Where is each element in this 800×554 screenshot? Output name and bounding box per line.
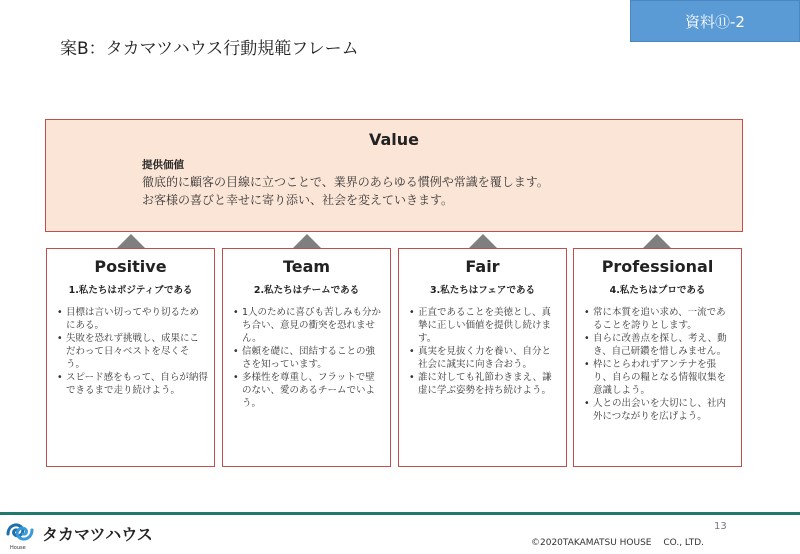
connector-triangle-team bbox=[293, 234, 321, 248]
card-subtitle: 1.私たちはポジティブである bbox=[68, 285, 193, 296]
list-item: • 枠にとらわれずアンテナを張り、自らの糧となる情報収集を意識しよう。 bbox=[584, 358, 735, 397]
company-logo-icon bbox=[6, 520, 34, 544]
list-item: • 正直であることを美徳とし、真摯に正しい価値を提供し続けます。 bbox=[409, 306, 560, 345]
list-item: • 1人のために喜びも苦しみも分かち合い、意見の衝突を恐れません。 bbox=[233, 306, 384, 345]
card-heading: Positive bbox=[94, 257, 167, 276]
value-label: 提供価値 bbox=[142, 159, 184, 171]
card-team bbox=[222, 248, 391, 467]
company-name: タカマツハウス bbox=[42, 525, 153, 544]
list-item: • 多様性を尊重し、フラットで壁のない、愛のあるチームでいよう。 bbox=[233, 371, 384, 410]
list-item: • 人との出会いを大切にし、社内外につながりを広げよう。 bbox=[584, 397, 735, 423]
footer-divider bbox=[0, 512, 800, 515]
page-number: 13 bbox=[714, 521, 727, 532]
card-fair bbox=[398, 248, 567, 467]
list-item: • 真実を見抜く力を養い、自分と社会に誠実に向き合おう。 bbox=[409, 345, 560, 371]
card-heading: Team bbox=[282, 257, 331, 276]
connector-triangle-professional bbox=[643, 234, 671, 248]
list-item: • 目標は言い切ってやり切るためにある。 bbox=[57, 306, 208, 332]
card-professional bbox=[573, 248, 742, 467]
card-subtitle: 4.私たちはプロである bbox=[609, 285, 706, 296]
list-item: • 常に本質を追い求め、一流であることを誇りとします。 bbox=[584, 306, 735, 332]
connector-triangle-fair bbox=[469, 234, 497, 248]
card-heading: Professional bbox=[601, 257, 714, 276]
card-subtitle: 2.私たちはチームである bbox=[253, 285, 360, 296]
logo-subtext: House bbox=[10, 545, 26, 551]
value-box bbox=[45, 119, 743, 232]
list-item: • 信頼を礎に、団結することの強さを知っています。 bbox=[233, 345, 384, 371]
card-positive bbox=[46, 248, 215, 467]
page-title: 案B：タカマツハウス行動規範フレーム bbox=[60, 39, 359, 59]
connector-triangle-positive bbox=[117, 234, 145, 248]
list-item: • 自らに改善点を探し、考え、動き、自己研鑽を惜しみません。 bbox=[584, 332, 735, 358]
list-item: • スピード感をもって、自らが納得できるまで走り続けよう。 bbox=[57, 371, 208, 397]
card-list bbox=[57, 306, 208, 397]
list-item: • 誰に対しても礼節わきまえ、謙虚に学ぶ姿勢を持ち続けよう。 bbox=[409, 371, 560, 397]
value-heading: Value bbox=[368, 130, 420, 149]
document-tag: 資料⑪-2 bbox=[630, 0, 800, 42]
card-list bbox=[233, 306, 384, 410]
copyright: ©2020TAKAMATSU HOUSE CO., LTD. bbox=[531, 538, 704, 548]
card-list bbox=[584, 306, 735, 423]
card-subtitle: 3.私たちはフェアである bbox=[429, 285, 536, 296]
card-list bbox=[409, 306, 560, 397]
card-heading: Fair bbox=[465, 257, 500, 276]
value-line-2: お客様の喜びと幸せに寄り添い、社会を変えていきます。 bbox=[142, 193, 454, 207]
list-item: • 失敗を恐れず挑戦し、成果にこだわって日々ベストを尽くそう。 bbox=[57, 332, 208, 371]
value-line-1: 徹底的に顧客の目線に立つことで、業界のあらゆる慣例や常識を覆します。 bbox=[142, 175, 549, 189]
